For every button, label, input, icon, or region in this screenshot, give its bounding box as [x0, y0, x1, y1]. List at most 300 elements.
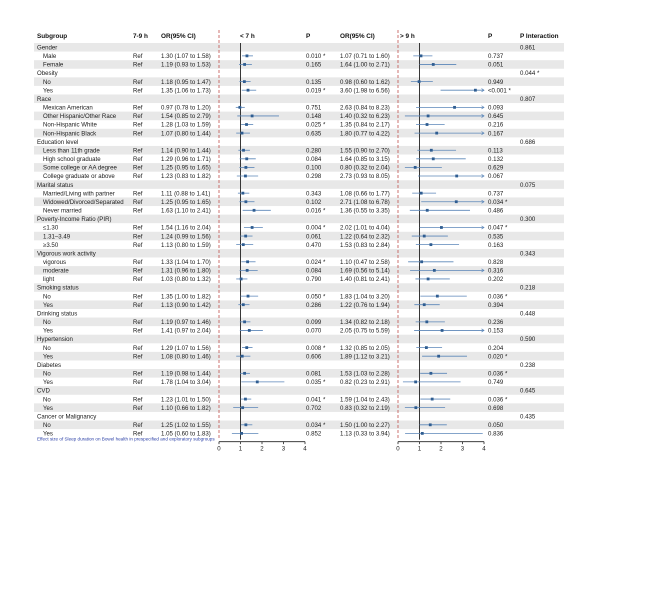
p-interaction-value: 0.218 [520, 284, 536, 292]
point-estimate-short [247, 89, 250, 92]
or-short-value: 1.35 (1.06 to 1.73) [161, 87, 211, 95]
p-short-value: 0.019 * [306, 87, 326, 95]
subgroup-item-label: Yes [43, 87, 53, 95]
or-long-value: 1.40 (0.81 to 2.41) [340, 276, 390, 284]
or-long-value: 1.08 (0.66 to 1.77) [340, 190, 390, 198]
point-estimate-short [246, 269, 249, 272]
or-long-value: 1.22 (0.64 to 2.32) [340, 233, 390, 241]
subgroup-heading: Education level [37, 138, 79, 146]
or-short-value: 1.03 (0.80 to 1.32) [161, 276, 211, 284]
point-estimate-short [253, 209, 256, 212]
subgroup-heading: CVD [37, 387, 50, 395]
reference-label: Ref [133, 61, 143, 69]
header-or-long: OR(95% CI) [340, 33, 375, 40]
point-estimate-short [244, 423, 247, 426]
point-estimate-short [245, 123, 248, 126]
row-shade-band [34, 369, 564, 378]
or-long-value: 1.53 (0.83 to 2.84) [340, 241, 390, 249]
p-interaction-value: 0.300 [520, 216, 536, 224]
reference-label: Ref [133, 198, 143, 206]
p-long-value: 0.020 * [488, 353, 508, 361]
row-shade-band [34, 232, 564, 241]
p-long-value: 0.034 * [488, 198, 508, 206]
subgroup-item-label: Less than 11th grade [43, 147, 100, 155]
p-short-value: 0.343 [306, 190, 322, 198]
or-short-value: 1.54 (0.85 to 2.79) [161, 113, 211, 121]
axis-tick-label-short: 2 [260, 445, 264, 453]
point-estimate-long [426, 209, 429, 212]
subgroup-item-label: No [43, 78, 51, 86]
point-estimate-long [432, 157, 435, 160]
p-short-value: 0.635 [306, 130, 322, 138]
p-interaction-value: 0.044 * [520, 70, 540, 78]
or-short-value: 1.24 (0.99 to 1.56) [161, 233, 211, 241]
p-short-value: 0.702 [306, 404, 322, 412]
subgroup-item-label: No [43, 319, 51, 327]
reference-label: Ref [133, 301, 143, 309]
p-interaction-value: 0.343 [520, 250, 536, 258]
point-estimate-long [431, 398, 434, 401]
subgroup-heading: Drinking status [37, 310, 78, 318]
subgroup-item-label: Yes [43, 301, 53, 309]
point-estimate-long [436, 295, 439, 298]
subgroup-item-label: College graduate or above [43, 173, 115, 181]
p-short-value: 0.102 [306, 198, 322, 206]
header-lt7h: < 7 h [240, 33, 255, 40]
reference-label: Ref [133, 379, 143, 387]
reference-label: Ref [133, 430, 143, 438]
subgroup-item-label: Yes [43, 379, 53, 387]
or-long-value: 1.36 (0.55 to 3.35) [340, 207, 390, 215]
point-estimate-long [437, 355, 440, 358]
or-short-value: 0.97 (0.78 to 1.20) [161, 104, 211, 112]
or-short-value: 1.23 (0.83 to 1.82) [161, 173, 211, 181]
p-short-value: 0.148 [306, 113, 322, 121]
or-short-value: 1.29 (0.96 to 1.71) [161, 156, 211, 164]
p-interaction-value: 0.448 [520, 310, 536, 318]
subgroup-item-label: Mexican American [43, 104, 93, 112]
p-long-value: 0.067 [488, 173, 504, 181]
or-short-value: 1.07 (0.80 to 1.44) [161, 130, 211, 138]
p-short-value: 0.470 [306, 241, 322, 249]
reference-label: Ref [133, 276, 143, 284]
reference-label: Ref [133, 370, 143, 378]
subgroup-item-label: Non-Hispanic Black [43, 130, 97, 138]
p-long-value: 0.737 [488, 190, 504, 198]
subgroup-item-label: No [43, 344, 51, 352]
reference-label: Ref [133, 422, 143, 430]
p-short-value: 0.165 [306, 61, 322, 69]
point-estimate-short [241, 355, 244, 358]
header-or-short: OR(95% CI) [161, 33, 196, 40]
subgroup-item-label: 1.31–3.49 [43, 233, 71, 241]
or-long-value: 1.07 (0.71 to 1.60) [340, 53, 390, 61]
point-estimate-long [441, 329, 444, 332]
or-short-value: 1.10 (0.66 to 1.82) [161, 404, 211, 412]
point-estimate-long [429, 243, 432, 246]
reference-label: Ref [133, 53, 143, 61]
or-long-value: 2.73 (0.93 to 8.05) [340, 173, 390, 181]
or-long-value: 0.83 (0.32 to 2.19) [340, 404, 390, 412]
subgroup-heading: Obesity [37, 70, 58, 78]
p-long-value: 0.394 [488, 301, 504, 309]
p-long-value: 0.036 * [488, 293, 508, 301]
or-long-value: 1.69 (0.56 to 5.14) [340, 267, 390, 275]
or-short-value: 1.28 (1.03 to 1.59) [161, 121, 211, 129]
axis-tick-label-long: 3 [460, 445, 465, 453]
p-short-value: 0.100 [306, 164, 322, 172]
point-estimate-long [423, 235, 426, 238]
or-long-value: 2.02 (1.01 to 4.04) [340, 224, 390, 232]
subgroup-item-label: Yes [43, 404, 53, 412]
subgroup-item-label: No [43, 396, 51, 404]
point-estimate-long [427, 278, 430, 281]
p-long-value: 0.316 [488, 267, 504, 275]
subgroup-item-label: No [43, 370, 51, 378]
subgroup-item-label: Female [43, 61, 64, 69]
reference-label: Ref [133, 78, 143, 86]
or-short-value: 1.19 (0.98 to 1.44) [161, 370, 211, 378]
p-short-value: 0.135 [306, 78, 322, 86]
subgroup-heading: Gender [37, 44, 58, 52]
point-estimate-long [474, 89, 477, 92]
p-long-value: <0.001 * [488, 87, 511, 95]
row-shade-band [34, 283, 564, 292]
reference-label: Ref [133, 147, 143, 155]
subgroup-item-label: Married/Living with partner [43, 190, 115, 198]
p-long-value: 0.486 [488, 207, 504, 215]
or-long-value: 0.82 (0.23 to 2.91) [340, 379, 390, 387]
point-estimate-short [243, 320, 246, 323]
axis-tick-label-long: 4 [482, 445, 486, 453]
p-long-value: 0.047 * [488, 224, 508, 232]
point-estimate-short [245, 157, 248, 160]
point-estimate-short [242, 243, 245, 246]
reference-label: Ref [133, 241, 143, 249]
point-estimate-long [414, 406, 417, 409]
point-estimate-long [427, 115, 430, 118]
subgroup-heading: Cancer or Malignancy [37, 413, 97, 421]
subgroup-item-label: Widowed/Divorced/Separated [43, 198, 124, 206]
row-shade-band [34, 43, 564, 52]
or-short-value: 1.54 (1.16 to 2.04) [161, 224, 211, 232]
point-estimate-short [241, 406, 244, 409]
point-estimate-short [243, 80, 246, 83]
point-estimate-long [455, 200, 458, 203]
or-short-value: 1.63 (1.10 to 2.41) [161, 207, 211, 215]
p-short-value: 0.298 [306, 173, 322, 181]
p-interaction-value: 0.075 [520, 181, 536, 189]
point-estimate-long [414, 166, 417, 169]
reference-label: Ref [133, 121, 143, 129]
p-short-value: 0.081 [306, 370, 322, 378]
row-shade-band [34, 249, 564, 258]
point-estimate-long [432, 63, 435, 66]
subgroup-item-label: Male [43, 53, 57, 61]
point-estimate-short [242, 303, 245, 306]
row-shade-band [34, 403, 564, 412]
header-gt9h: > 9 h [400, 33, 415, 40]
header-p-long: P [488, 33, 493, 40]
reference-label: Ref [133, 344, 143, 352]
or-short-value: 1.13 (0.80 to 1.59) [161, 241, 211, 249]
or-short-value: 1.25 (0.95 to 1.65) [161, 198, 211, 206]
p-long-value: 0.167 [488, 130, 504, 138]
p-long-value: 0.645 [488, 113, 504, 121]
p-short-value: 0.035 * [306, 379, 326, 387]
point-estimate-short [242, 149, 245, 152]
p-long-value: 0.949 [488, 78, 504, 86]
p-long-value: 0.749 [488, 379, 504, 387]
p-long-value: 0.629 [488, 164, 504, 172]
p-short-value: 0.606 [306, 353, 322, 361]
point-estimate-short [243, 63, 246, 66]
or-short-value: 1.19 (0.93 to 1.53) [161, 61, 211, 69]
or-short-value: 1.31 (0.96 to 1.80) [161, 267, 211, 275]
row-shade-band [34, 60, 564, 69]
or-short-value: 1.25 (0.95 to 1.65) [161, 164, 211, 172]
row-shade-band [34, 386, 564, 395]
p-short-value: 0.084 [306, 156, 322, 164]
subgroup-heading: Hypertension [37, 336, 73, 344]
p-short-value: 0.041 * [306, 396, 326, 404]
p-long-value: 0.698 [488, 404, 504, 412]
p-short-value: 0.286 [306, 301, 322, 309]
p-short-value: 0.099 [306, 319, 322, 327]
subgroup-item-label: vigorous [43, 258, 67, 266]
subgroup-item-label: No [43, 422, 51, 430]
reference-label: Ref [133, 267, 143, 275]
or-long-value: 1.32 (0.85 to 2.05) [340, 344, 390, 352]
axis-tick-label-long: 2 [439, 445, 443, 453]
reference-label: Ref [133, 258, 143, 266]
or-short-value: 1.18 (0.95 to 1.47) [161, 78, 211, 86]
p-long-value: 0.036 * [488, 370, 508, 378]
point-estimate-long [425, 320, 428, 323]
or-long-value: 1.10 (0.47 to 2.58) [340, 258, 390, 266]
p-short-value: 0.280 [306, 147, 322, 155]
point-estimate-short [243, 372, 246, 375]
axis-tick-label-short: 1 [238, 445, 243, 453]
p-short-value: 0.034 * [306, 422, 326, 430]
reference-label: Ref [133, 396, 143, 404]
point-estimate-short [245, 346, 248, 349]
row-shade-band [34, 77, 564, 86]
or-long-value: 1.59 (1.04 to 2.43) [340, 396, 390, 404]
p-short-value: 0.008 * [306, 344, 326, 352]
subgroup-item-label: ≤1.30 [43, 224, 59, 232]
axis-tick-label-short: 3 [281, 445, 286, 453]
p-short-value: 0.025 * [306, 121, 326, 129]
point-estimate-long [420, 260, 423, 263]
or-long-value: 1.80 (0.77 to 4.22) [340, 130, 390, 138]
reference-label: Ref [133, 104, 143, 112]
point-estimate-short [251, 115, 254, 118]
p-interaction-value: 0.807 [520, 95, 536, 103]
point-estimate-short [246, 54, 249, 57]
or-long-value: 3.60 (1.98 to 6.56) [340, 87, 390, 95]
subgroup-heading: Smoking status [37, 284, 79, 292]
p-long-value: 0.036 * [488, 396, 508, 404]
row-shade-band [34, 146, 564, 155]
subgroup-item-label: Non-Hispanic White [43, 121, 97, 129]
row-shade-band [34, 421, 564, 430]
or-short-value: 1.05 (0.60 to 1.83) [161, 430, 211, 438]
p-interaction-value: 0.645 [520, 387, 536, 395]
point-estimate-long [414, 381, 417, 384]
subgroup-item-label: Yes [43, 353, 53, 361]
point-estimate-long [423, 303, 426, 306]
p-interaction-value: 0.590 [520, 336, 536, 344]
point-estimate-long [453, 106, 456, 109]
reference-label: Ref [133, 404, 143, 412]
point-estimate-long [420, 54, 423, 57]
point-estimate-long [425, 346, 428, 349]
subgroup-heading: Vigorous work activity [37, 250, 96, 258]
header-p-short: P [306, 33, 311, 40]
reference-label: Ref [133, 190, 143, 198]
reference-label: Ref [133, 164, 143, 172]
reference-label: Ref [133, 353, 143, 361]
or-short-value: 1.78 (1.04 to 3.04) [161, 379, 211, 387]
or-short-value: 1.29 (1.07 to 1.56) [161, 344, 211, 352]
or-long-value: 1.50 (1.00 to 2.27) [340, 422, 390, 430]
point-estimate-long [430, 149, 433, 152]
point-estimate-long [433, 269, 436, 272]
point-estimate-short [241, 192, 244, 195]
point-estimate-short [251, 226, 254, 229]
p-short-value: 0.010 * [306, 53, 326, 61]
or-short-value: 1.13 (0.90 to 1.42) [161, 301, 211, 309]
or-short-value: 1.41 (0.97 to 2.04) [161, 327, 211, 335]
p-long-value: 0.153 [488, 327, 504, 335]
point-estimate-short [246, 260, 249, 263]
or-long-value: 0.80 (0.32 to 2.04) [340, 164, 390, 172]
reference-label: Ref [133, 207, 143, 215]
p-short-value: 0.084 [306, 267, 322, 275]
row-shade-band [34, 300, 564, 309]
row-shade-band [34, 215, 564, 224]
or-short-value: 1.30 (1.07 to 1.58) [161, 53, 211, 61]
reference-label: Ref [133, 224, 143, 232]
point-estimate-short [244, 175, 247, 178]
p-long-value: 0.216 [488, 121, 504, 129]
or-long-value: 1.22 (0.76 to 1.94) [340, 301, 390, 309]
point-estimate-long [426, 123, 429, 126]
p-long-value: 0.051 [488, 61, 504, 69]
reference-label: Ref [133, 327, 143, 335]
reference-label: Ref [133, 156, 143, 164]
subgroup-item-label: Never married [43, 207, 82, 215]
or-short-value: 1.08 (0.80 to 1.46) [161, 353, 211, 361]
point-estimate-long [455, 175, 458, 178]
subgroup-heading: Diabetes [37, 361, 62, 369]
or-short-value: 1.11 (0.88 to 1.41) [161, 190, 211, 198]
point-estimate-long [420, 192, 423, 195]
row-shade-band [34, 180, 564, 189]
or-short-value: 1.35 (1.00 to 1.82) [161, 293, 211, 301]
or-long-value: 1.89 (1.12 to 3.21) [340, 353, 390, 361]
or-long-value: 2.05 (0.75 to 5.59) [340, 327, 390, 335]
footnote-caption: Effect size of Sleep duration on Bowel health in prespecified and exploratory subgroups [37, 436, 215, 442]
point-estimate-long [421, 432, 424, 435]
axis-tick-label-long: 0 [396, 445, 400, 453]
or-short-value: 1.33 (1.04 to 1.70) [161, 258, 211, 266]
axis-tick-label-long: 1 [417, 445, 422, 453]
subgroup-heading: Marital status [37, 181, 74, 189]
point-estimate-short [248, 329, 251, 332]
reference-label: Ref [133, 233, 143, 241]
or-long-value: 1.13 (0.33 to 3.94) [340, 430, 390, 438]
point-estimate-short [244, 166, 247, 169]
or-long-value: 0.98 (0.60 to 1.62) [340, 78, 390, 86]
p-long-value: 0.836 [488, 430, 504, 438]
p-long-value: 0.535 [488, 233, 504, 241]
or-short-value: 1.19 (0.97 to 1.46) [161, 319, 211, 327]
point-estimate-long [435, 132, 438, 135]
p-short-value: 0.790 [306, 276, 322, 284]
axis-tick-label-short: 0 [217, 445, 221, 453]
p-interaction-value: 0.686 [520, 138, 536, 146]
p-short-value: 0.050 * [306, 293, 326, 301]
p-short-value: 0.024 * [306, 258, 326, 266]
subgroup-item-label: Other Hispanic/Other Race [43, 113, 117, 121]
point-estimate-short [238, 106, 241, 109]
p-long-value: 0.093 [488, 104, 504, 112]
or-long-value: 1.64 (0.85 to 3.15) [340, 156, 390, 164]
or-short-value: 1.14 (0.90 to 1.44) [161, 147, 211, 155]
row-shade-band [34, 352, 564, 361]
subgroup-item-label: ≥3.50 [43, 241, 59, 249]
row-shade-band [34, 335, 564, 344]
p-long-value: 0.132 [488, 156, 504, 164]
p-interaction-value: 0.861 [520, 44, 536, 52]
reference-label: Ref [133, 319, 143, 327]
or-short-value: 1.25 (1.02 to 1.55) [161, 422, 211, 430]
or-long-value: 1.55 (0.90 to 2.70) [340, 147, 390, 155]
p-short-value: 0.852 [306, 430, 322, 438]
p-short-value: 0.004 * [306, 224, 326, 232]
or-long-value: 1.40 (0.32 to 6.23) [340, 113, 390, 121]
header-reference: 7-9 h [133, 33, 148, 40]
or-long-value: 2.71 (1.08 to 6.78) [340, 198, 390, 206]
reference-label: Ref [133, 113, 143, 121]
or-long-value: 1.35 (0.84 to 2.17) [340, 121, 390, 129]
subgroup-item-label: Yes [43, 430, 53, 438]
p-short-value: 0.751 [306, 104, 322, 112]
point-estimate-long [440, 226, 443, 229]
point-estimate-short [240, 278, 243, 281]
subgroup-item-label: light [43, 276, 55, 284]
header-p-interaction: P Interaction [520, 33, 559, 40]
reference-label: Ref [133, 293, 143, 301]
p-long-value: 0.737 [488, 53, 504, 61]
or-long-value: 2.63 (0.84 to 8.23) [340, 104, 390, 112]
or-long-value: 1.53 (1.03 to 2.28) [340, 370, 390, 378]
p-interaction-value: 0.435 [520, 413, 536, 421]
subgroup-item-label: Yes [43, 327, 53, 335]
p-long-value: 0.113 [488, 147, 503, 155]
reference-label: Ref [133, 87, 143, 95]
point-estimate-short [244, 200, 247, 203]
point-estimate-long [418, 80, 421, 83]
point-estimate-short [241, 132, 244, 135]
p-interaction-value: 0.238 [520, 361, 536, 369]
subgroup-item-label: High school graduate [43, 156, 101, 164]
reference-label: Ref [133, 173, 143, 181]
p-long-value: 0.050 [488, 422, 504, 430]
point-estimate-short [256, 381, 259, 384]
